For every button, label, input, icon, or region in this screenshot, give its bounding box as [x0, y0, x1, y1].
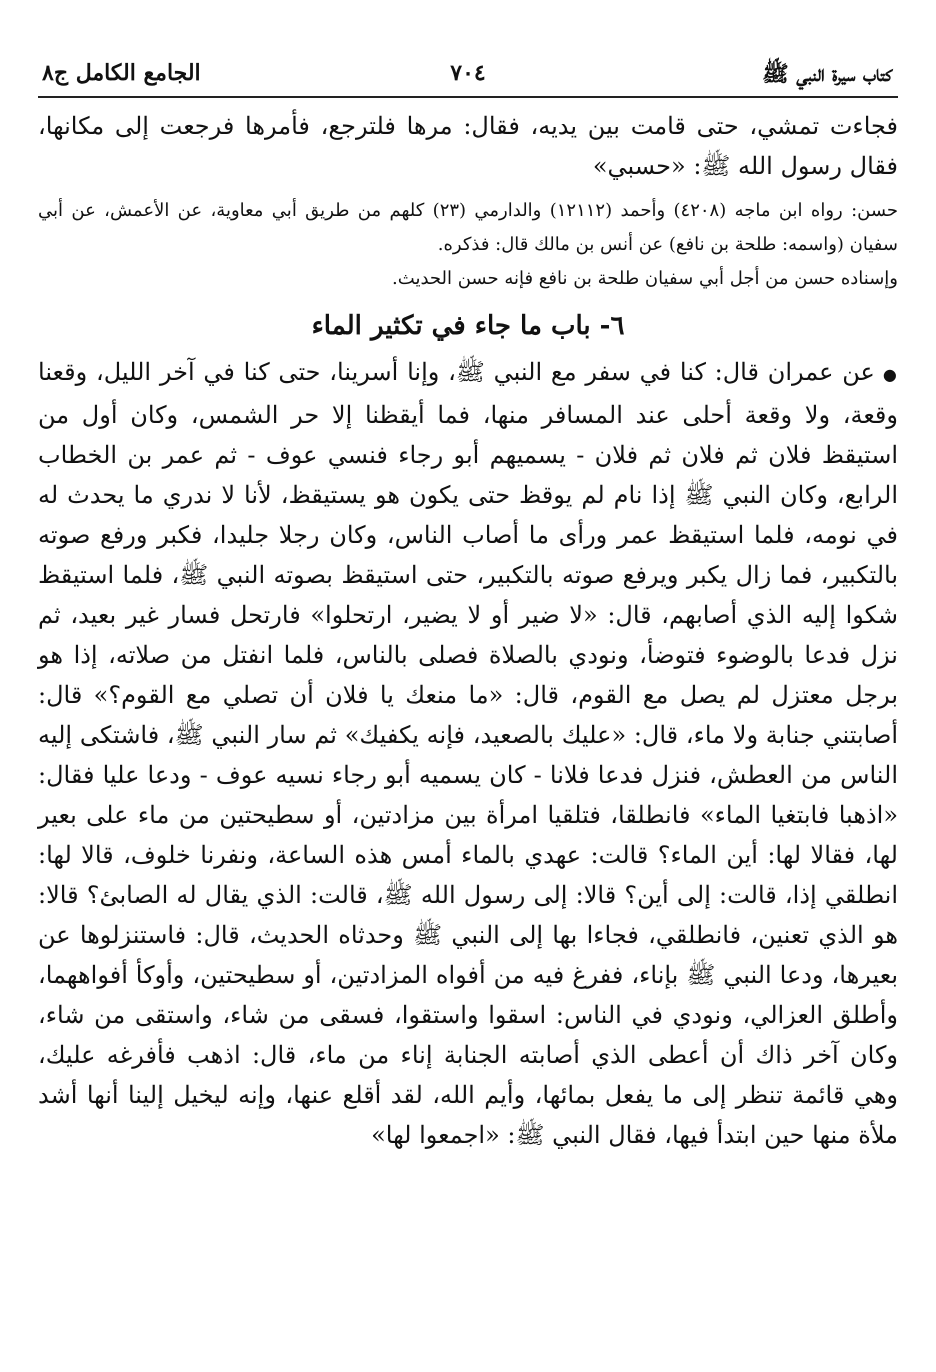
main-paragraph [38, 352, 898, 1155]
book-page [38, 50, 898, 1155]
intro-paragraph: فجاءت تمشي، حتى قامت بين يديه، فقال: مرها فلترجع، فأمرها فرجعت إلى مكانها، فقال رسول الله ﷺ: «حسبي» [38, 112, 898, 180]
chapter-heading: ٦- باب ما جاء في تكثير الماء [311, 311, 625, 341]
page-number: ٧٠٤ [450, 60, 486, 86]
takhrij-note: حسن: رواه ابن ماجه (٤٢٠٨) وأحمد (١٢١١٢) والدارمي (٢٣) كلهم من طريق أبي معاوية، عن الأعمش، عن أبي سفيان (واسمه: طلحة بن نافع) عن أنس بن مالك قال: فذكره. [38, 200, 899, 255]
work-title: الجامع الكامل ج٨ [42, 60, 201, 86]
book-title: كتاب سيرة النبي ﷺ [762, 61, 892, 87]
main-paragraph-text: عن عمران قال: كنا في سفر مع النبي ﷺ، وإنا أسرينا، حتى كنا في آخر الليل، وقعنا وقعة، ولا وقعة أحلى عند المسافر منها، فما أيقظنا إلا حر الشمس، وكان أول من استيقظ فلان ثم فلان ثم فلان - يسميهم أبو رجاء فنسي عوف - ثم عمر بن الخطاب الرابع، وكان النبي ﷺ إذا نام لم يوقظ حتى يكون هو يستيقظ، لأنا لا ندري ما يحدث له في نومه، فلما استيقظ عمر ورأى ما أصاب الناس، وكان رجلا جليدا، فكبر ورفع صوته بالتكبير، فما زال يكبر ويرفع صوته بالتكبير، حتى استيقظ بصوته النبي ﷺ، فلما استيقظ شكوا إليه الذي أصابهم، قال: «لا ضير أو لا يضير، ارتحلوا» فارتحل فسار غير بعيد، ثم نزل فدعا بالوضوء فتوضأ، ونودي بالصلاة فصلى بالناس، فلما انفتل من صلاته، إذا هو برجل معتزل لم يصل مع القوم، قال: «ما منعك يا فلان أن تصلي مع القوم؟» قال: أصابتني جنابة ولا ماء، قال: «عليك بالصعيد، فإنه يكفيك» ثم سار النبي ﷺ، فاشتكى إليه الناس من العطش، فنزل فدعا فلانا - كان يسميه أبو رجاء نسيه عوف - ودعا عليا فقال: «اذهبا فابتغيا الماء» فانطلقا، فتلقيا امرأة بين مزادتين، أو سطيحتين من ماء على بعير لها، فقالا لها: أين الماء؟ قالت: عهدي بالماء أمس هذه الساعة، ونفرنا خلوف، قالا لها: انطلقي إذا، قالت: إلى أين؟ قالا: إلى رسول الله ﷺ، قالت: الذي يقال له الصابئ؟ قالا: هو الذي تعنين، فانطلقي، فجاءا بها إلى النبي ﷺ وحدثاه الحديث، قال: فاستنزلوها عن بعيرها، ودعا النبي ﷺ بإناء، ففرغ فيه من أفواه المزادتين، أو سطيحتين، وأوكأ أفواههما، وأطلق العزالي، ونودي في الناس: اسقوا واستقوا، فسقى من شاء، واستقى من شاء، وكان آخر ذاك أن أعطى الذي أصابته الجنابة إناء من ماء، قال: اذهب فأفرغه عليك، وهي قائمة تنظر إلى ما يفعل بمائها، وأيم الله، لقد أقلع عنها، وإنه ليخيل إلينا أنها أشد ملأة منها حين ابتدأ فيها، فقال النبي ﷺ: «اجمعوا لها» [38, 358, 899, 1149]
bullet-icon: ● [882, 365, 898, 384]
page-header [38, 50, 898, 98]
isnad-note: وإسناده حسن من أجل أبي سفيان طلحة بن نافع فإنه حسن الحديث. [392, 268, 898, 289]
